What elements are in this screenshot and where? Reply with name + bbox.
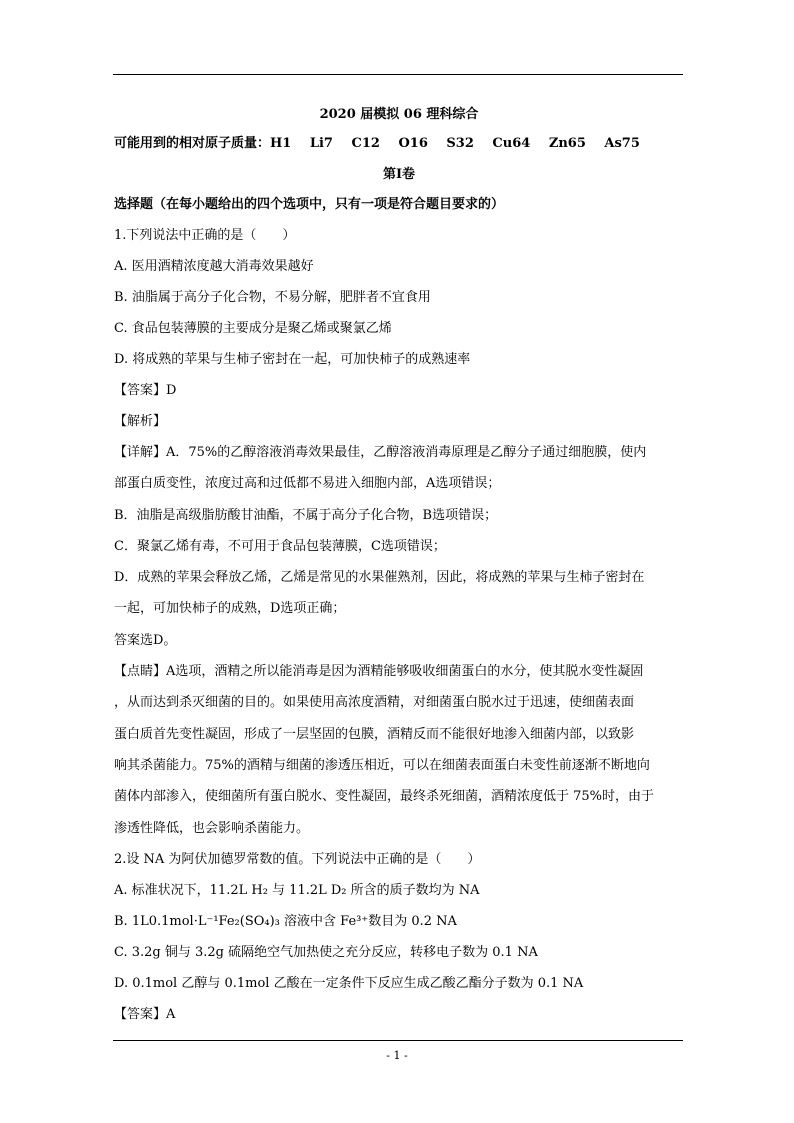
question-1-answer: 【答案】D [114,383,177,398]
question-2-option-a: A. 标准状况下，11.2L H₂ 与 11.2L D₂ 所含的质子数均为 NA [114,882,480,898]
volume-heading: 第I卷 [382,167,416,182]
question-1-stem: 1.下列说法中正确的是（ ） [114,228,296,243]
detail-line: C．聚氯乙烯有毒，不可用于食品包装薄膜，C选项错误； [114,538,446,554]
question-1-option-d: D. 将成熟的苹果与生柿子密封在一起，可加快柿子的成熟速率 [114,352,471,367]
footer-rule [113,1040,683,1041]
detail-line: B．油脂是高级脂肪酸甘油酯，不属于高分子化合物，B选项错误； [114,507,498,523]
detail-line: 答案选D。 [114,632,177,648]
question-1-tip [114,656,684,844]
page-number: - 1 - [386,1049,408,1062]
question-1-option-b: B. 油脂属于高分子化合物，不易分解，肥胖者不宜食用 [114,290,431,305]
detail-line: 一起，可加快柿子的成熟，D选项正确； [114,601,346,617]
question-2-answer: 【答案】A [114,1006,176,1022]
question-2-option-b: B. 1L0.1mol·L⁻¹Fe₂(SO₄)₃ 溶液中含 Fe³⁺数目为 0.2 NA [114,913,457,929]
question-1-option-a: A. 医用酒精浓度越大消毒效果越好 [114,259,314,274]
question-2-option-d: D. 0.1mol 乙醇与 0.1mol 乙酸在一定条件下反应生成乙酸乙酯分子数为 0.1 NA [114,975,584,991]
tip-line: 菌体内部渗入，使细菌所有蛋白脱水、变性凝固，最终杀死细菌，酒精浓度低于 75%时，由于 [114,789,655,805]
detail-line: 部蛋白质变性，浓度过高和过低都不易进入细胞内部，A选项错误； [114,476,501,492]
question-1-analysis-label: 【解析】 [114,414,167,429]
detail-line: 【详解】A．75%的乙醇溶液消毒效果最佳，乙醇溶液消毒原理是乙醇分子通过细胞膜，使内 [114,445,647,460]
header-rule [113,74,683,75]
section-heading: 选择题（在每小题给出的四个选项中，只有一项是符合题目要求的） [114,197,505,212]
document-body [114,102,684,1030]
atomic-masses: 可能用到的相对原子质量：H1 Li7 C12 O16 S32 Cu64 Zn65 As75 [114,136,640,151]
tip-line: 渗透性降低，也会影响杀菌能力。 [114,820,310,836]
exam-title: 2020 届模拟 06 理科综合 [319,107,479,122]
tip-line: 蛋白质首先变性凝固，形成了一层坚固的包膜，酒精反而不能很好地渗入细菌内部，以致影 [114,726,635,742]
question-1-detail [114,437,684,656]
detail-line: D．成熟的苹果会释放乙烯，乙烯是常见的水果催熟剂，因此，将成熟的苹果与生柿子密封在 [114,570,645,586]
question-2-option-c: C. 3.2g 铜与 3.2g 硫隔绝空气加热使之充分反应，转移电子数为 0.1 NA [114,944,538,960]
tip-line: ，从而达到杀灭细菌的目的。如果使用高浓度酒精，对细菌蛋白脱水过于迅速，使细菌表面 [114,695,635,711]
question-2-stem: 2.设 NA 为阿伏加德罗常数的值。下列说法中正确的是（ ） [114,851,481,867]
question-1-option-c: C. 食品包装薄膜的主要成分是聚乙烯或聚氯乙烯 [114,321,392,336]
tip-line: 【点睛】A选项，酒精之所以能消毒是因为酒精能够吸收细菌蛋白的水分，使其脱水变性凝固 [114,664,644,680]
tip-line: 响其杀菌能力。75%的酒精与细菌的渗透压相近，可以在细菌表面蛋白未变性前逐渐不断地向 [114,757,650,773]
